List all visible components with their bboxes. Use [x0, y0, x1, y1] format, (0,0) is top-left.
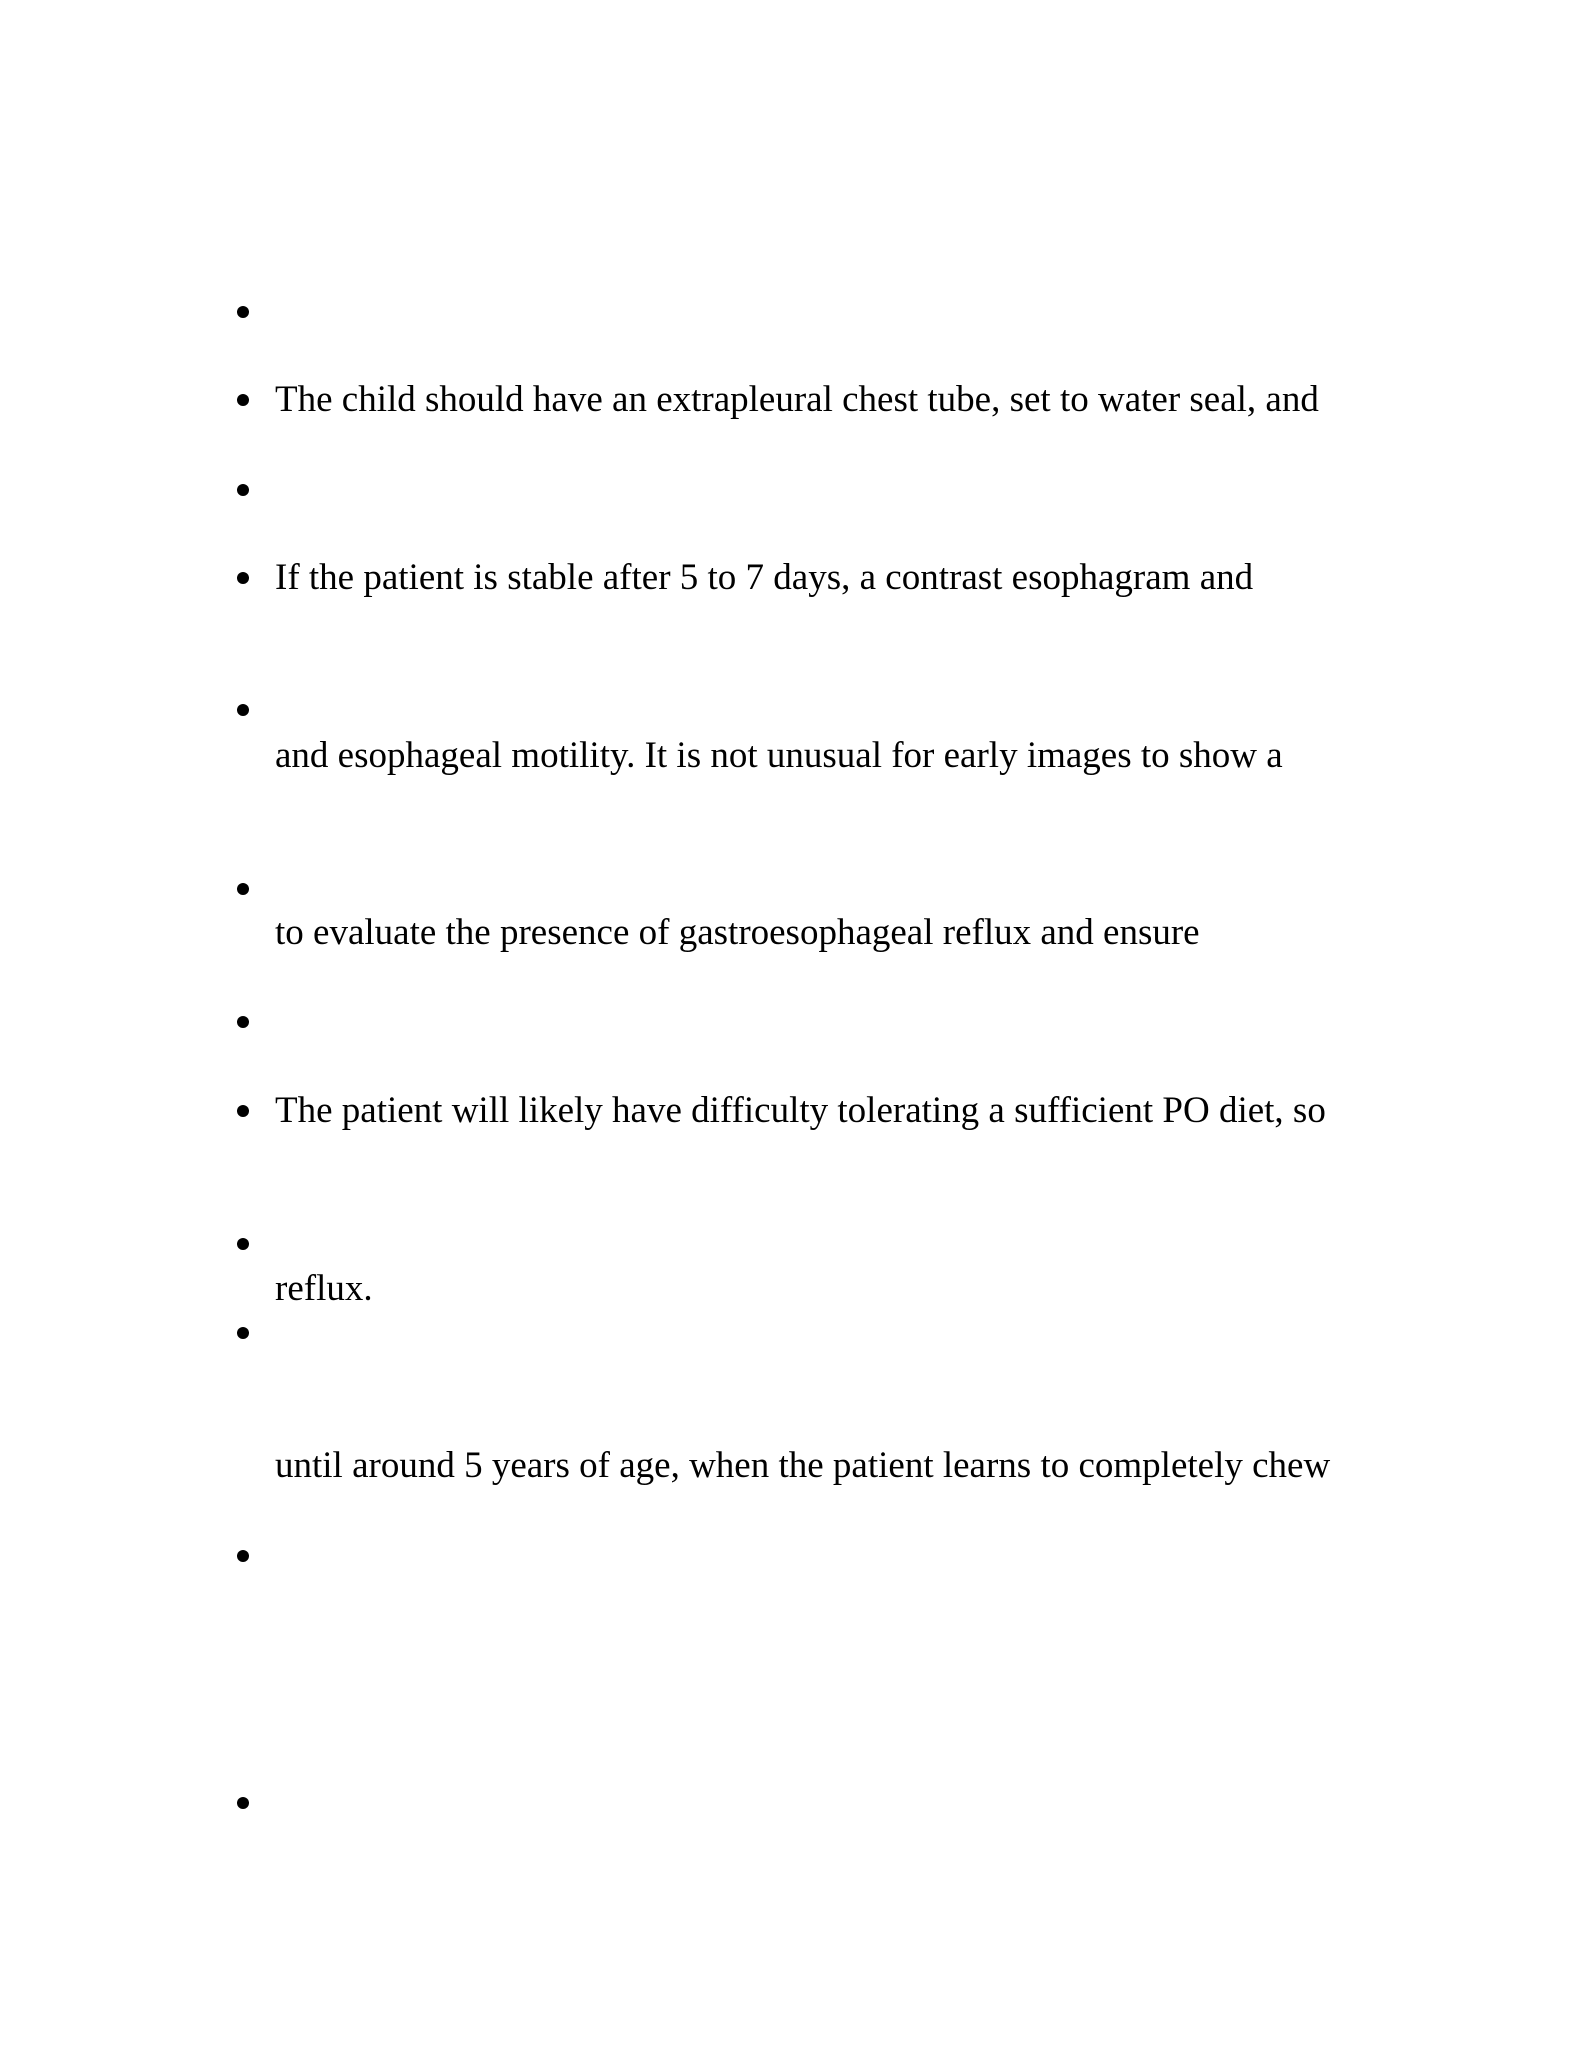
list-bullet	[237, 484, 249, 496]
list-bullet	[237, 394, 249, 406]
list-item-text: If the patient is stable after 5 to 7 days, a contrast esophagram and	[275, 557, 1254, 598]
list-item-text: until around 5 years of age, when the patient learns to completely chew	[275, 1445, 1331, 1486]
list-bullet	[237, 883, 249, 895]
list-bullet	[237, 1016, 249, 1028]
list-item-text: and esophageal motility. It is not unusual for early images to show a	[275, 735, 1283, 776]
list-bullet	[237, 1327, 249, 1339]
list-bullet	[237, 1105, 249, 1117]
list-bullet	[237, 704, 249, 716]
list-item-text: The patient will likely have difficulty tolerating a sufficient PO diet, so	[275, 1090, 1326, 1131]
list-bullet	[237, 1238, 249, 1250]
list-item-text: The child should have an extrapleural chest tube, set to water seal, and	[275, 379, 1319, 420]
list-bullet	[237, 572, 249, 584]
list-item-text: reflux.	[275, 1268, 373, 1309]
list-bullet	[237, 1797, 249, 1809]
list-item-text: to evaluate the presence of gastroesophageal reflux and ensure	[275, 912, 1200, 953]
list-bullet	[237, 306, 249, 318]
list-bullet	[237, 1550, 249, 1562]
